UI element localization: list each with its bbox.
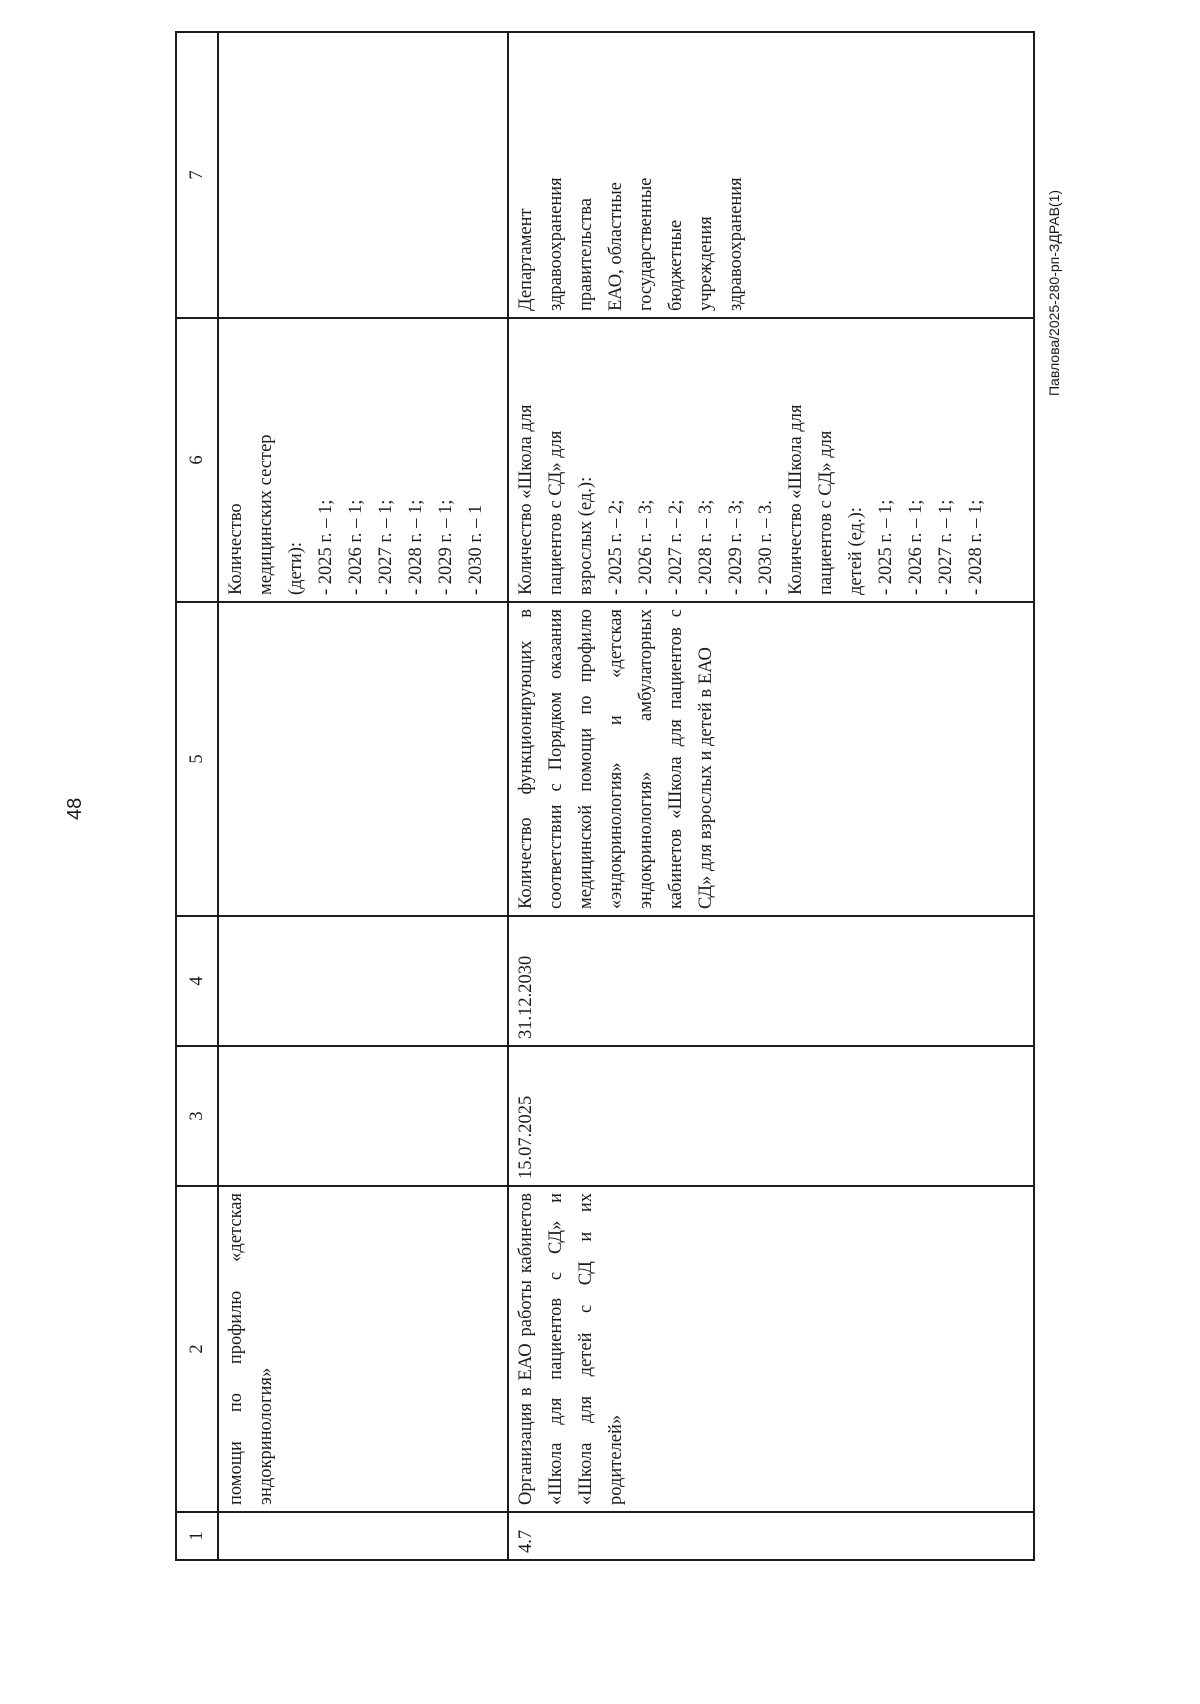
table-row [218,32,508,1560]
page-number: 48 [64,797,86,820]
result-line: Количество [226,503,246,595]
executor-line: учреждения [696,216,716,311]
result-line: - 2025 г. – 2; [606,499,626,595]
result-line: - 2025 г. – 1; [316,499,336,595]
column-number: 5 [176,602,218,916]
result-line: - 2025 г. – 1; [876,499,896,595]
result-line: (дети): [286,541,306,595]
result-line: - 2027 г. – 1; [936,499,956,595]
result-line: - 2026 г. – 1; [346,499,366,595]
result-line: - 2027 г. – 1; [376,499,396,595]
end-date-cell [218,916,508,1046]
result-line: пациентов с СД» для [546,430,566,595]
result-line: Количество «Школа для [516,404,536,595]
start-date-cell [218,1046,508,1186]
result-line: - 2029 г. – 1; [436,499,456,595]
column-number: 6 [176,318,218,602]
result-line: - 2026 г. – 3; [636,499,656,595]
column-number: 2 [176,1186,218,1512]
column-number: 1 [176,1512,218,1560]
column-number-row [176,32,218,1560]
indicator-cell: Количество функционирующих в соответствии с Порядком оказания медицинской помощи по профилю «эндокринология» и «детская эндокринология» амбулаторных кабинетов «Школа для пациентов с СД» для взрослых и детей в ЕАО [508,602,1034,916]
measure-cell: Организация в ЕАО работы кабинетов «Школа для пациентов с СД» и «Школа для детей с СД и их родителей» [508,1186,1034,1512]
result-line: взрослых (ед.): [576,476,596,595]
row-number-cell [218,1512,508,1560]
result-line: детей (ед.): [846,507,866,595]
result-line: - 2026 г. – 1; [906,499,926,595]
result-cell [508,318,1034,602]
executor-cell [508,32,1034,318]
result-line: Количество «Школа для [786,404,806,595]
executor-line: бюджетные [666,219,686,311]
result-line: - 2028 г. – 3; [696,499,716,595]
result-line: медицинских сестер [256,434,276,595]
result-line: - 2028 г. – 1; [406,499,426,595]
executor-line: Департамент [516,208,536,311]
measure-cell: помощи по профилю «детская эндокринология» [218,1186,508,1512]
column-number: 7 [176,32,218,318]
result-line: - 2027 г. – 2; [666,499,686,595]
table-row [508,32,1034,1560]
executor-line: здравоохранения [726,177,746,311]
result-line: пациентов с СД» для [816,430,836,595]
result-line: - 2030 г. – 1 [466,504,486,595]
executor-line: здравоохранения [546,177,566,311]
start-date-cell: 15.07.2025 [508,1046,1034,1186]
indicator-cell [218,602,508,916]
result-line: - 2028 г. – 1; [966,499,986,595]
rotated-table-sheet [175,33,1035,1561]
result-line: - 2029 г. – 3; [726,499,746,595]
executor-cell [218,32,508,318]
column-number: 4 [176,916,218,1046]
document-code: Павлова/2025-280-рп-ЗДРАВ(1) [1046,189,1062,396]
executor-line: правительства [576,198,596,311]
end-date-cell: 31.12.2030 [508,916,1034,1046]
executor-line: государственные [636,177,656,311]
executor-line: ЕАО, областные [606,182,626,311]
result-cell [218,318,508,602]
result-line: - 2030 г. – 3. [756,500,776,595]
row-number-cell: 4.7 [508,1512,1034,1560]
column-number: 3 [176,1046,218,1186]
measures-table [175,31,1035,1561]
